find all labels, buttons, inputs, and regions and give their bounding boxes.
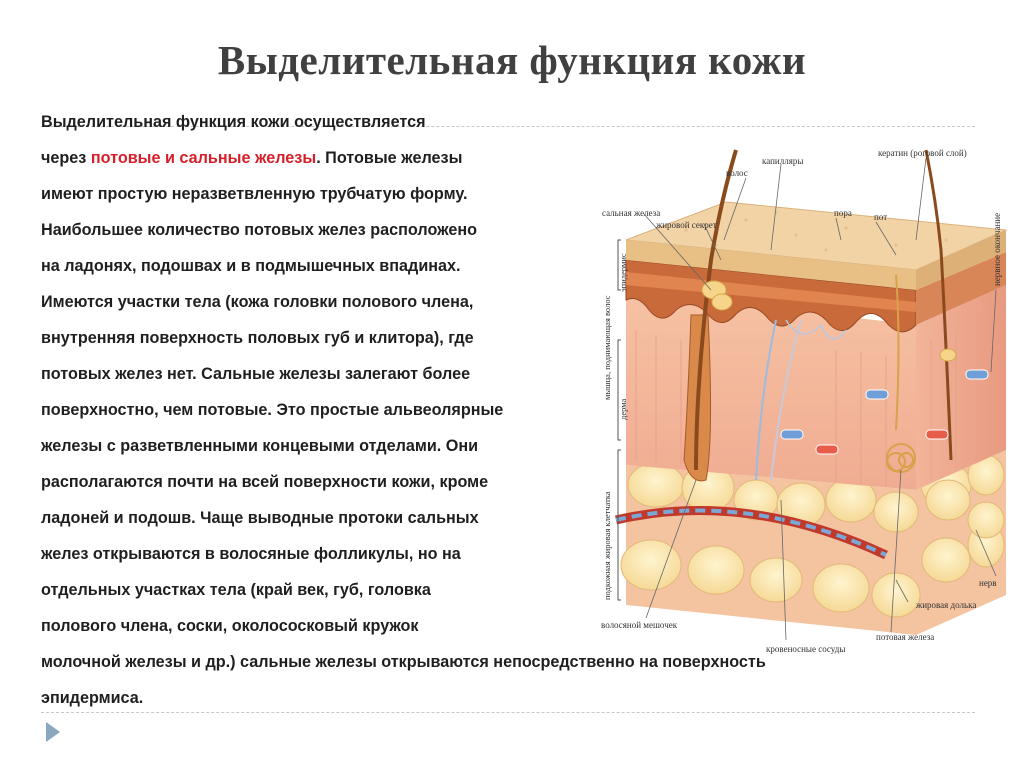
label-sweat-gland: потовая железа [876, 632, 935, 642]
label-subcutaneous-fat: подкожная жировая клетчатка [602, 491, 612, 600]
label-pore: пора [834, 208, 852, 218]
highlighted-term: потовые и сальные железы [90, 149, 317, 167]
text-line: поверхностно, чем потовые. Это простые альвеолярные [41, 401, 504, 419]
label-arrector-muscle: мышца, поднимающая волос [602, 295, 612, 400]
text-line: полового члена, соски, околососковый кружок [41, 617, 419, 635]
text-line: Выделительная функция кожи осуществляется [41, 113, 426, 131]
text-span: . Потовые железы [316, 149, 463, 167]
text-line: молочной железы и др.) сальные железы открываются непосредственно на поверхность [41, 653, 766, 671]
next-slide-arrow-icon[interactable] [46, 722, 60, 742]
label-dermis: дерма [618, 398, 628, 420]
text-line: ладоней и подошв. Чаще выводные протоки сальных [41, 509, 479, 527]
text-line: потовых желез нет. Сальные железы залегают более [41, 365, 471, 383]
label-blood-vessels: кровеносные сосуды [766, 644, 846, 654]
text-line: желез открываются в волосяные фолликулы, но на [41, 545, 461, 563]
label-epidermis: эпидермис [618, 253, 628, 292]
text-line: эпидермиса. [41, 689, 144, 707]
label-sweat: пот [874, 212, 888, 222]
text-line: железы с разветвленными концевыми отделами. Они [41, 437, 479, 455]
label-fat-lobule: жировая долька [916, 600, 977, 610]
label-capillaries: капилляры [762, 156, 804, 166]
label-nerve: нерв [979, 578, 997, 588]
text-line: Наибольшее количество потовых желез расположено [41, 221, 478, 239]
text-line [41, 143, 1001, 179]
text-line: Имеются участки тела (кожа головки полового члена, [41, 293, 474, 311]
body-text [41, 107, 1001, 719]
label-keratin: кератин (роговой слой) [878, 148, 967, 158]
label-nerve-ending: нервное окончание [992, 212, 1002, 286]
text-line: располагаются почти на всей поверхности кожи, кроме [41, 473, 489, 491]
text-line: имеют простую неразветвленную трубчатую форму. [41, 185, 468, 203]
text-line: на ладонях, подошвах и в подмышечных впадинах. [41, 257, 461, 275]
slide-title: Выделительная функция кожи [217, 37, 807, 83]
text-span: через [41, 149, 91, 167]
label-sebaceous-gland: сальная железа [602, 208, 661, 218]
text-line: внутренняя поверхность половых губ и клитора), где [41, 329, 474, 347]
label-hair: волос [726, 168, 748, 178]
text-line: отдельных участках тела (край век, губ, головка [41, 581, 431, 599]
label-hair-follicle: волосяной мешочек [601, 620, 678, 630]
label-sebum: жировой секрет [656, 220, 717, 230]
